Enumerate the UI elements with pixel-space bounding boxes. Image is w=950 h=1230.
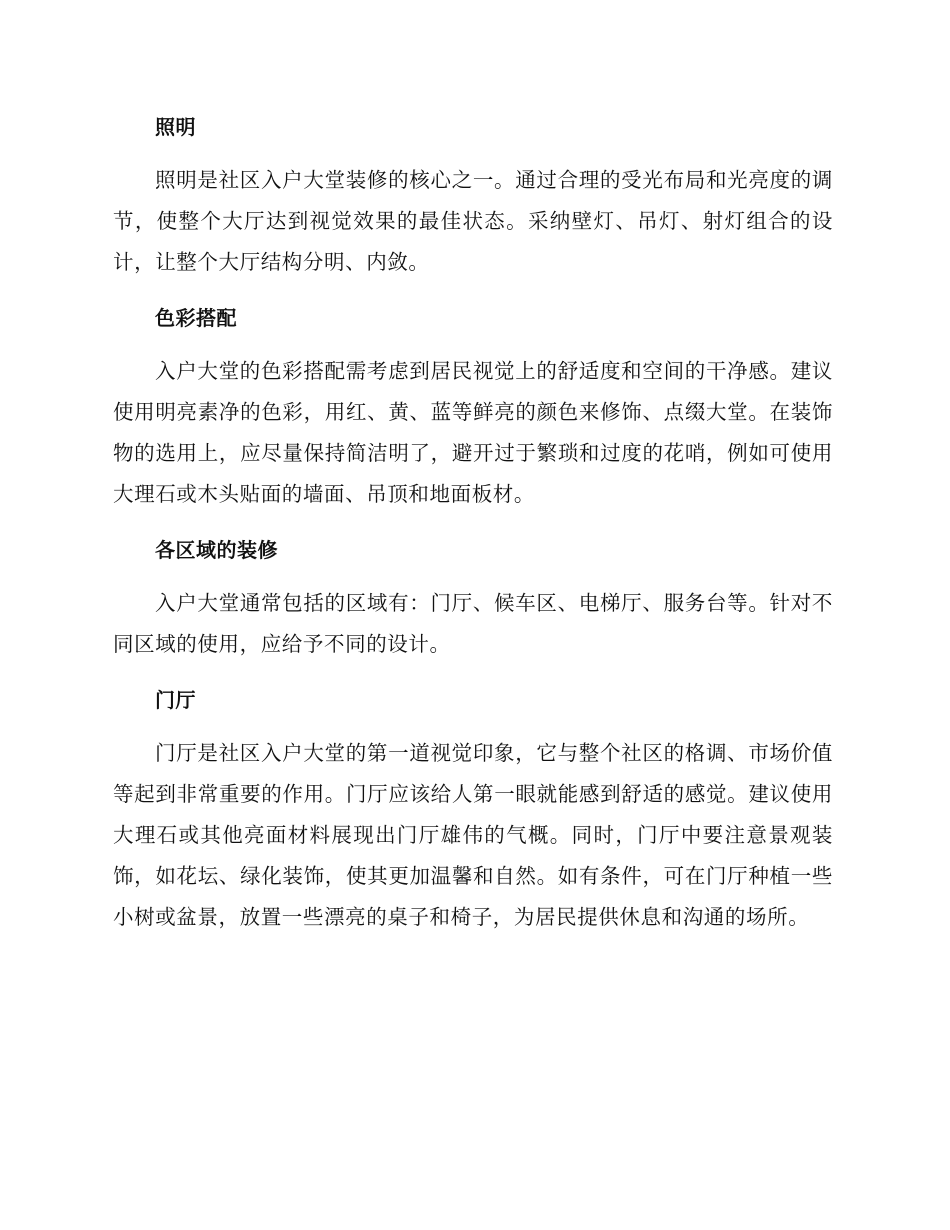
section-area-decoration [113, 531, 833, 665]
section-lighting [113, 108, 833, 283]
section-paragraph: 入户大堂通常包括的区域有：门厅、候车区、电梯厅、服务台等。针对不同区域的使用，应给予不同的设计。 [113, 591, 833, 656]
section-color-matching [113, 299, 833, 515]
section-heading: 门厅 [155, 688, 196, 712]
section-paragraph: 门厅是社区入户大堂的第一道视觉印象，它与整个社区的格调、市场价值等起到非常重要的作用。门厅应该给人第一眼就能感到舒适的感觉。建议使用大理石或其他亮面材料展现出门厅雄伟的气概。同时，门厅中要注意景观装饰，如花坛、绿化装饰，使其更加温馨和自然。如有条件，可在门厅种植一些小树或盆景，放置一些漂亮的桌子和椅子，为居民提供休息和沟通的场所。 [113, 741, 833, 929]
section-paragraph: 照明是社区入户大堂装修的核心之一。通过合理的受光布局和光亮度的调节，使整个大厅达到视觉效果的最佳状态。采纳壁灯、吊灯、射灯组合的设计，让整个大厅结构分明、内敛。 [113, 168, 833, 274]
document-body [113, 108, 833, 954]
section-foyer [113, 681, 833, 938]
section-paragraph: 入户大堂的色彩搭配需考虑到居民视觉上的舒适度和空间的干净感。建议使用明亮素净的色彩，用红、黄、蓝等鲜亮的颜色来修饰、点缀大堂。在装饰物的选用上，应尽量保持简洁明了，避开过于繁琐和过度的花哨，例如可使用大理石或木头贴面的墙面、吊顶和地面板材。 [113, 359, 833, 506]
section-heading: 照明 [155, 115, 196, 139]
section-heading: 色彩搭配 [155, 306, 237, 330]
section-heading: 各区域的装修 [155, 538, 278, 562]
